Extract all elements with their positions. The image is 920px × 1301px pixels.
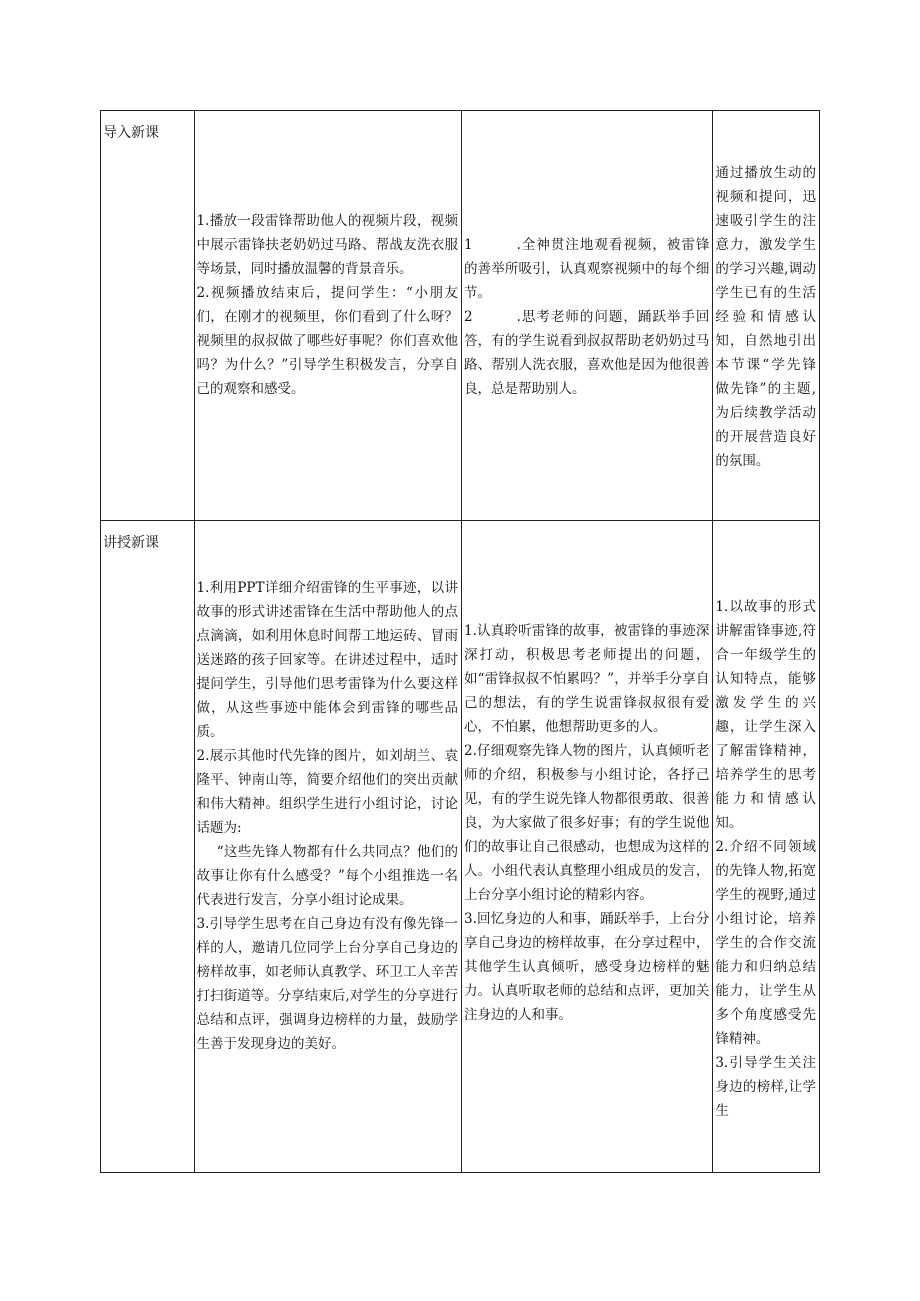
lesson-plan-table — [100, 110, 820, 1173]
student-step: 2 .思考老师的问题，踊跃举手回答，有的学生说看到叔叔帮助老奶奶过马路、帮别人洗衣服，喜欢他是因为他很善良，总是帮助别人。 — [464, 309, 710, 397]
design-intent-teaching — [713, 521, 820, 1173]
teacher-step: 2.展示其他时代先锋的图片，如刘胡兰、袁隆平、钟南山等，简要介绍他们的突出贡献和伟大精神。组织学生进行小组讨论，讨论话题为: — [196, 748, 458, 836]
teacher-step: 1.播放一段雷锋帮助他人的视频片段，视频中展示雷锋扶老奶奶过马路、帮战友洗衣服等场景，同时播放温馨的背景音乐。 — [196, 213, 458, 277]
stage-label-intro: 导入新课 — [101, 111, 195, 521]
step-number: 2 — [464, 309, 473, 325]
student-activity-teaching — [462, 521, 713, 1173]
teacher-activity-teaching — [194, 521, 461, 1173]
intent-text: 通过播放生动的视频和提问，迅速吸引学生的注意力，激发学生的学习兴趣,调动学生已有的生活经验和情感认知，自然地引出本节课“学先锋做先锋”的主题,为后续教学活动的开展营造良好的氛围。 — [715, 165, 816, 469]
step-number: 1 — [464, 237, 473, 253]
teacher-step: 3.引导学生思考在自己身边有没有像先锋一样的人，邀请几位同学上台分享自己身边的榜样故事，如老师认真教学、环卫工人辛苦打扫街道等。分享结束后,对学生的分享进行总结和点评，强调身边榜样的力量，鼓励学生善于发现身边的美好。 — [196, 916, 458, 1052]
design-intent-intro — [713, 111, 820, 521]
intent-text: 1.以故事的形式讲解雷锋事迹,符合一年级学生的认知特点，能够激发学生的兴趣，让学生深入了解雷锋精神，培养学生的思考能力和情感认知。 — [715, 599, 816, 831]
student-step: 3.回忆身边的人和事，踊跃举手，上台分享自己身边的榜样故事，在分享过程中，其他学生认真倾听，感受身边榜样的魅力。认真听取老师的总结和点评，更加关注身边的人和事。 — [464, 911, 710, 1023]
intent-text: 3.引导学生关注身边的榜样,让学生 — [715, 1055, 816, 1119]
student-step: 1.认真聆听雷锋的故事，被雷锋的事迹深深打动，积极思考老师提出的问题，如“雷锋叔叔不怕累吗？”，并举手分享自己的想法，有的学生说雷锋叔叔很有爱心，不怕累，他想帮助更多的人。 — [464, 623, 710, 735]
table-row-teaching — [101, 521, 820, 1173]
student-activity-intro — [462, 111, 713, 521]
stage-label-teaching: 讲授新课 — [101, 521, 195, 1173]
intent-text: 2.介绍不同领域的先锋人物,拓宽学生的视野,通过小组讨论，培养学生的合作交流能力和归纳总结能力，让学生从多个角度感受先锋精神。 — [715, 839, 816, 1047]
teacher-step: 1.利用PPT详细介绍雷锋的生平事迹，以讲故事的形式讲述雷锋在生活中帮助他人的点点滴滴，如利用休息时间帮工地运砖、冒雨送迷路的孩子回家等。在讲述过程中，适时提问学生，引导他们思考雷锋为什么要这样做，从这些事迹中能体会到雷锋的哪些品质。 — [196, 580, 458, 740]
student-step: 1 .全神贯注地观看视频，被雷锋的善举所吸引，认真观察视频中的每个细节。 — [464, 237, 710, 301]
teacher-step: 2.视频播放结束后，提问学生：“小朋友们，在刚才的视频里，你们看到了什么呀？视频里的叔叔做了哪些好事呢？你们喜欢他吗？为什么？”引导学生积极发言，分享自己的观察和感受。 — [196, 285, 458, 397]
teacher-step: “这些先锋人物都有什么共同点？他们的故事让你有什么感受？”每个小组推选一名代表进行发言，分享小组讨论成果。 — [196, 844, 458, 908]
table-row-intro — [101, 111, 820, 521]
student-step: 2.仔细观察先锋人物的图片，认真倾听老师的介绍，积极参与小组讨论，各抒己见，有的学生说先锋人物都很勇敢、很善良，为大家做了很多好事；有的学生说他们的故事让自己很感动，也想成为这样的人。小组代表认真整理小组成员的发言，上台分享小组讨论的精彩内容。 — [464, 743, 710, 903]
teacher-activity-intro — [194, 111, 461, 521]
